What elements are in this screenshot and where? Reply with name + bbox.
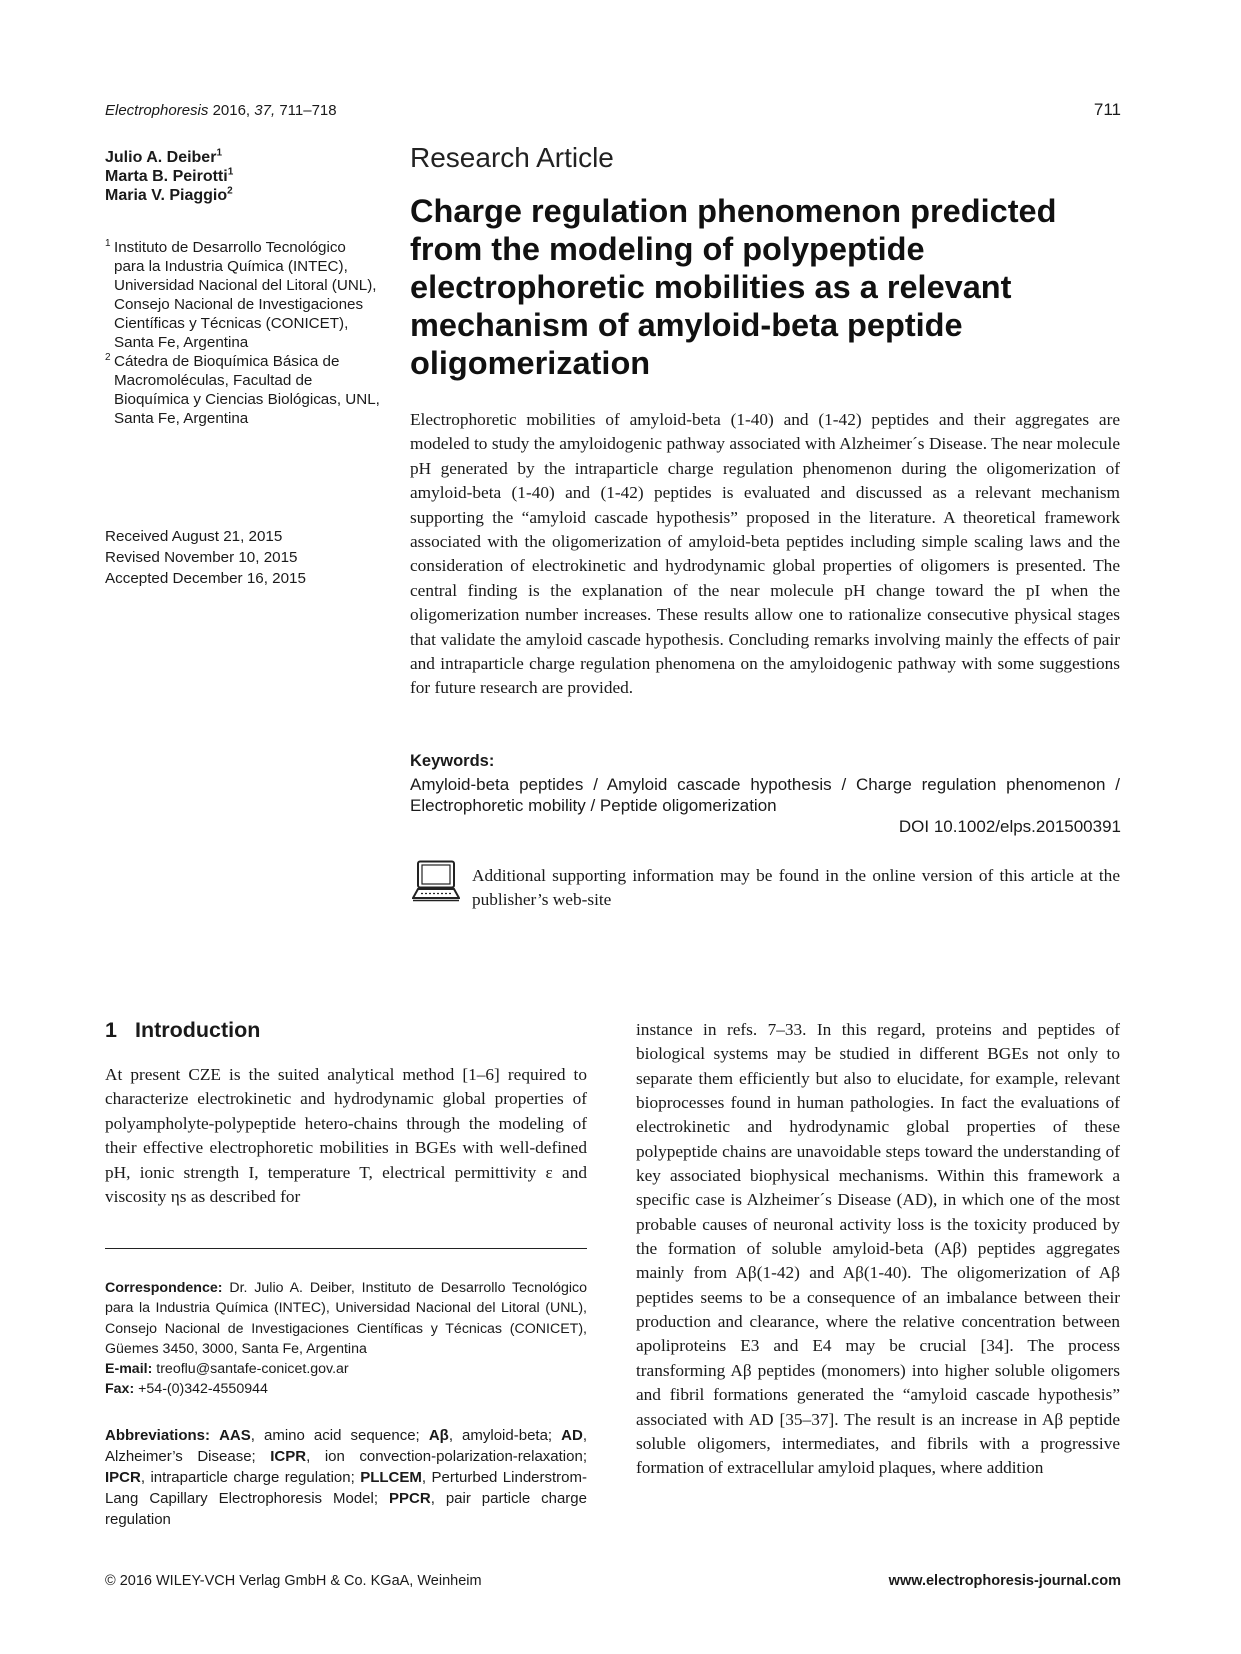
abbr-term: PPCR — [389, 1490, 431, 1507]
abbreviations-label: Abbreviations: — [105, 1427, 211, 1444]
section-heading-introduction — [105, 1018, 260, 1043]
abbr-term: ICPR — [270, 1448, 307, 1465]
journal-name: Electrophoresis — [105, 102, 209, 119]
abstract: Electrophoretic mobilities of amyloid-beta (1-40) and (1-42) peptides and their aggregates are modeled to study the amyloidogenic pathway associated with Alzheimer´s Disease. The near molecule pH generated by the intraparticle charge regulation phenomenon during the oligomerization of amyloid-beta (1-40) and (1-42) peptides is evaluated and discussed as a relevant mechanism supporting the “amyloid cascade hypothesis” proposed in the literature. A theoretical framework associated with the oligomerization of amyloid-beta peptides including simple scaling laws and the consideration of electrokinetic and hydrodynamic global properties of oligomers is presented. The central finding is the explanation of the near molecule pH change toward the pI when the oligomerization number increases. These results allow one to rationalize consecutive physical stages that validate the amyloid cascade hypothesis. Concluding remarks involving mainly the effects of pair and intraparticle charge regulation phenomena on the amyloidogenic pathway with some suggestions for future research are provided. — [410, 410, 1120, 698]
abbr-definition: ion convection-polarization-relaxation; — [324, 1448, 587, 1465]
footnote-divider — [105, 1248, 587, 1249]
introduction-paragraph-col1: At present CZE is the suited analytical method [1–6] required to characterize electrokinetic and hydrodynamic global properties of polyampholyte-polypeptide hetero-chains through the modeling of their effective electrophoretic mobilities in BGEs with well-defined pH, ionic strength I, temperature T, electrical permittivity ε and viscosity ηs as described for — [105, 1065, 587, 1207]
section-title: Introduction — [134, 1018, 261, 1042]
author-list — [105, 148, 233, 205]
journal-year: 2016, — [212, 102, 251, 119]
affiliation: 2 Cátedra de Bioquímica Básica de Macromoléculas, Facultad de Bioquímica y Ciencias Biológicas, UNL, Santa Fe, Argentina — [105, 352, 380, 427]
abbr-definition: amino acid sequence; — [264, 1427, 420, 1444]
abbr-term: IPCR — [105, 1469, 141, 1486]
article-type: Research Article — [410, 142, 614, 173]
correspondence-label: Correspondence: — [105, 1280, 223, 1296]
abbr-definition: intraparticle charge regulation; — [150, 1469, 355, 1486]
running-head — [105, 102, 337, 119]
abbr-definition: Alzheimer’s Disease; — [105, 1448, 256, 1465]
author: Julio A. Deiber$^1$ — [105, 147, 222, 166]
supporting-info-note: Additional supporting information may be found in the online version of this article at the publisher’s web-site — [472, 866, 1120, 910]
email-address[interactable]: treoflu@santafe-conicet.gov.ar — [156, 1361, 349, 1378]
keywords: Amyloid-beta peptides / Amyloid cascade hypothesis / Charge regulation phenomenon / Electrophoretic mobility / Peptide oligomerization — [410, 775, 1120, 815]
abbr-term: AD — [561, 1427, 583, 1444]
author: Marta B. Peirotti$^1$ — [105, 166, 234, 185]
abbr-term: AAS — [219, 1427, 251, 1444]
article-title: Charge regulation phenomenon predicted from the modeling of polypeptide electrophoretic mobilities as a relevant mechanism of amyloid-beta peptide oligomerization — [410, 193, 1057, 381]
journal-pages: 711–718 — [279, 102, 337, 119]
correspondence-note — [105, 1278, 587, 1400]
fax-number: +54-(0)342-4550944 — [138, 1381, 268, 1398]
date-accepted: Accepted December 16, 2015 — [105, 570, 306, 587]
page-number: 711 — [1093, 100, 1121, 119]
journal-volume: 37, — [254, 102, 276, 119]
copyright-notice: © 2016 WILEY-VCH Verlag GmbH & Co. KGaA, Weinheim — [105, 1573, 482, 1589]
date-received: Received August 21, 2015 — [105, 528, 283, 545]
affiliations — [105, 238, 380, 428]
introduction-paragraph-col2: instance in refs. 7–33. In this regard, proteins and peptides of biological systems may be studied in different BGEs not only to separate them efficiently but also to elucidate, for example, relevant bioprocesses found in human pathologies. In fact the evaluations of electrokinetic and hydrodynamic global properties of these polypeptide chains are unavoidable steps toward the understanding of key associated biophysical mechanisms. Within this framework a specific case is Alzheimer´s Disease (AD), in which one of the most probable causes of neuronal activity loss is the toxicity produced by the formation of soluble amyloid-beta (Aβ) peptides aggregates mainly from Aβ(1-42) and Aβ(1-40). The oligomerization of Aβ peptides seems to be a consequence of an imbalance between their production and clearance, where the relative concentration between apoliproteins E3 and E4 may be crucial [34]. The process transforming Aβ peptides (monomers) into higher soluble oligomers and fibril formations generated the “amyloid cascade hypothesis” associated with AD [35–37]. The result is an increase in Aβ peptide soluble oligomers, intermediates, and fibrils with a progressive formation of extracellular amyloid plaques, where addition — [636, 1020, 1120, 1478]
affiliation: 1 Instituto de Desarrollo Tecnológico para la Industria Química (INTEC), Universidad Nacional del Litoral (UNL), Consejo Nacional de Investigaciones Científicas y Técnicas (CONICET), Santa Fe, Argentina — [105, 238, 377, 351]
correspondence-text: Dr. Julio A. Deiber, Instituto de Desarrollo Tecnológico para la Industria Química (INTEC), Universidad Nacional del Litoral (UNL), Consejo Nacional de Investigaciones Científicas y Técnicas (CONICET), Güemes 3450, 3000, Santa Fe, Argentina — [105, 1280, 587, 1357]
author: Maria V. Piaggio$^2$ — [105, 185, 233, 204]
abbreviations-note: Abbreviations: AAS, amino acid sequence; Aβ, amyloid-beta; AD, Alzheimer’s Disease; ICPR, ion convection-polarization-relaxation; IPCR, intraparticle charge regulation; PLLCEM, Perturbed Linderstrom-Lang Capillary Electrophoresis Model; PPCR, pair particle charge regulation — [105, 1427, 588, 1528]
abbr-term: Aβ — [428, 1427, 449, 1444]
journal-website-link[interactable]: www.electrophoresis-journal.com — [888, 1573, 1121, 1589]
abbr-definition: amyloid-beta; — [462, 1427, 553, 1444]
date-revised: Revised November 10, 2015 — [105, 549, 298, 566]
computer-icon — [412, 860, 460, 904]
section-number: 1 — [105, 1018, 117, 1042]
abbr-definition: Perturbed Linderstrom-Lang Capillary Electrophoresis Model; — [105, 1469, 587, 1507]
publication-dates — [105, 526, 306, 589]
keywords-heading: Keywords: — [410, 752, 495, 770]
email-label: E-mail: — [105, 1361, 153, 1378]
abbr-definition: pair particle charge regulation — [105, 1490, 587, 1528]
fax-label: Fax: — [105, 1381, 135, 1398]
abbr-term: PLLCEM — [360, 1469, 422, 1486]
doi: DOI 10.1002/elps.201500391 — [898, 817, 1121, 836]
